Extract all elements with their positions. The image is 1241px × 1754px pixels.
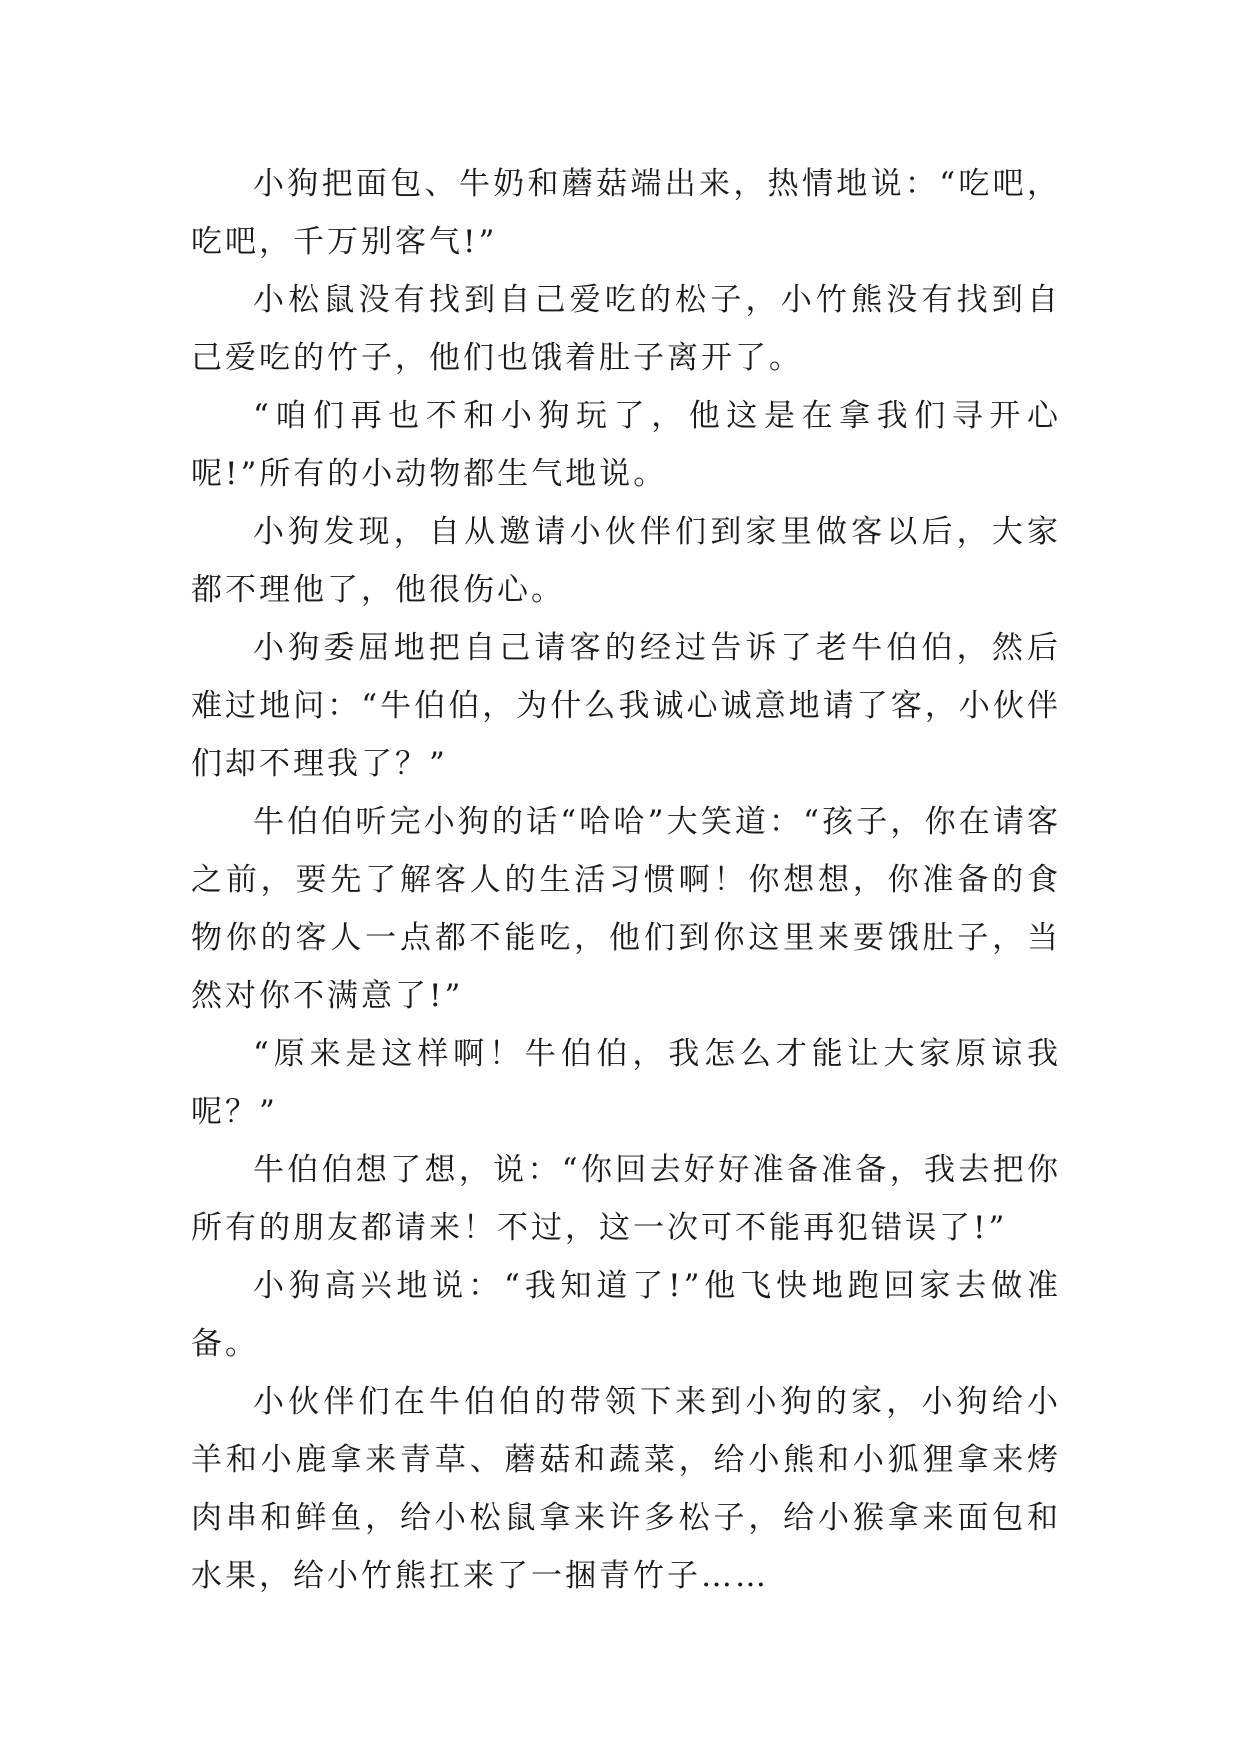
paragraph-2: 小松鼠没有找到自己爱吃的松子，小竹熊没有找到自己爱吃的竹子，他们也饿着肚子离开了。	[191, 282, 1061, 376]
story-text	[191, 155, 1061, 1605]
paragraph-7: “原来是这样啊！牛伯伯，我怎么才能让大家原谅我呢？”	[191, 1036, 1061, 1130]
paragraph-6: 牛伯伯听完小狗的话“哈哈”大笑道：“孩子，你在请客之前，要先了解客人的生活习惯啊！你想想，你准备的食物你的客人一点都不能吃，他们到你这里来要饿肚子，当然对你不满意了!”	[191, 804, 1061, 1014]
paragraph-4: 小狗发现，自从邀请小伙伴们到家里做客以后，大家都不理他了，他很伤心。	[191, 514, 1061, 608]
paragraph-3: “咱们再也不和小狗玩了，他这是在拿我们寻开心呢!”所有的小动物都生气地说。	[191, 398, 1061, 492]
paragraph-8: 牛伯伯想了想，说：“你回去好好准备准备，我去把你所有的朋友都请来！不过，这一次可不能再犯错误了!”	[191, 1152, 1061, 1246]
paragraph-5: 小狗委屈地把自己请客的经过告诉了老牛伯伯，然后难过地问：“牛伯伯，为什么我诚心诚意地请了客，小伙伴们却不理我了？”	[191, 630, 1061, 782]
paragraph-1: 小狗把面包、牛奶和蘑菇端出来，热情地说：“吃吧，吃吧，千万别客气!”	[191, 166, 1061, 260]
paragraph-9: 小狗高兴地说：“我知道了!”他飞快地跑回家去做准备。	[191, 1268, 1061, 1362]
paragraph-10: 小伙伴们在牛伯伯的带领下来到小狗的家，小狗给小羊和小鹿拿来青草、蘑菇和蔬菜，给小熊和小狐狸拿来烤肉串和鲜鱼，给小松鼠拿来许多松子，给小猴拿来面包和水果，给小竹熊扛来了一捆青竹子……	[191, 1384, 1061, 1594]
